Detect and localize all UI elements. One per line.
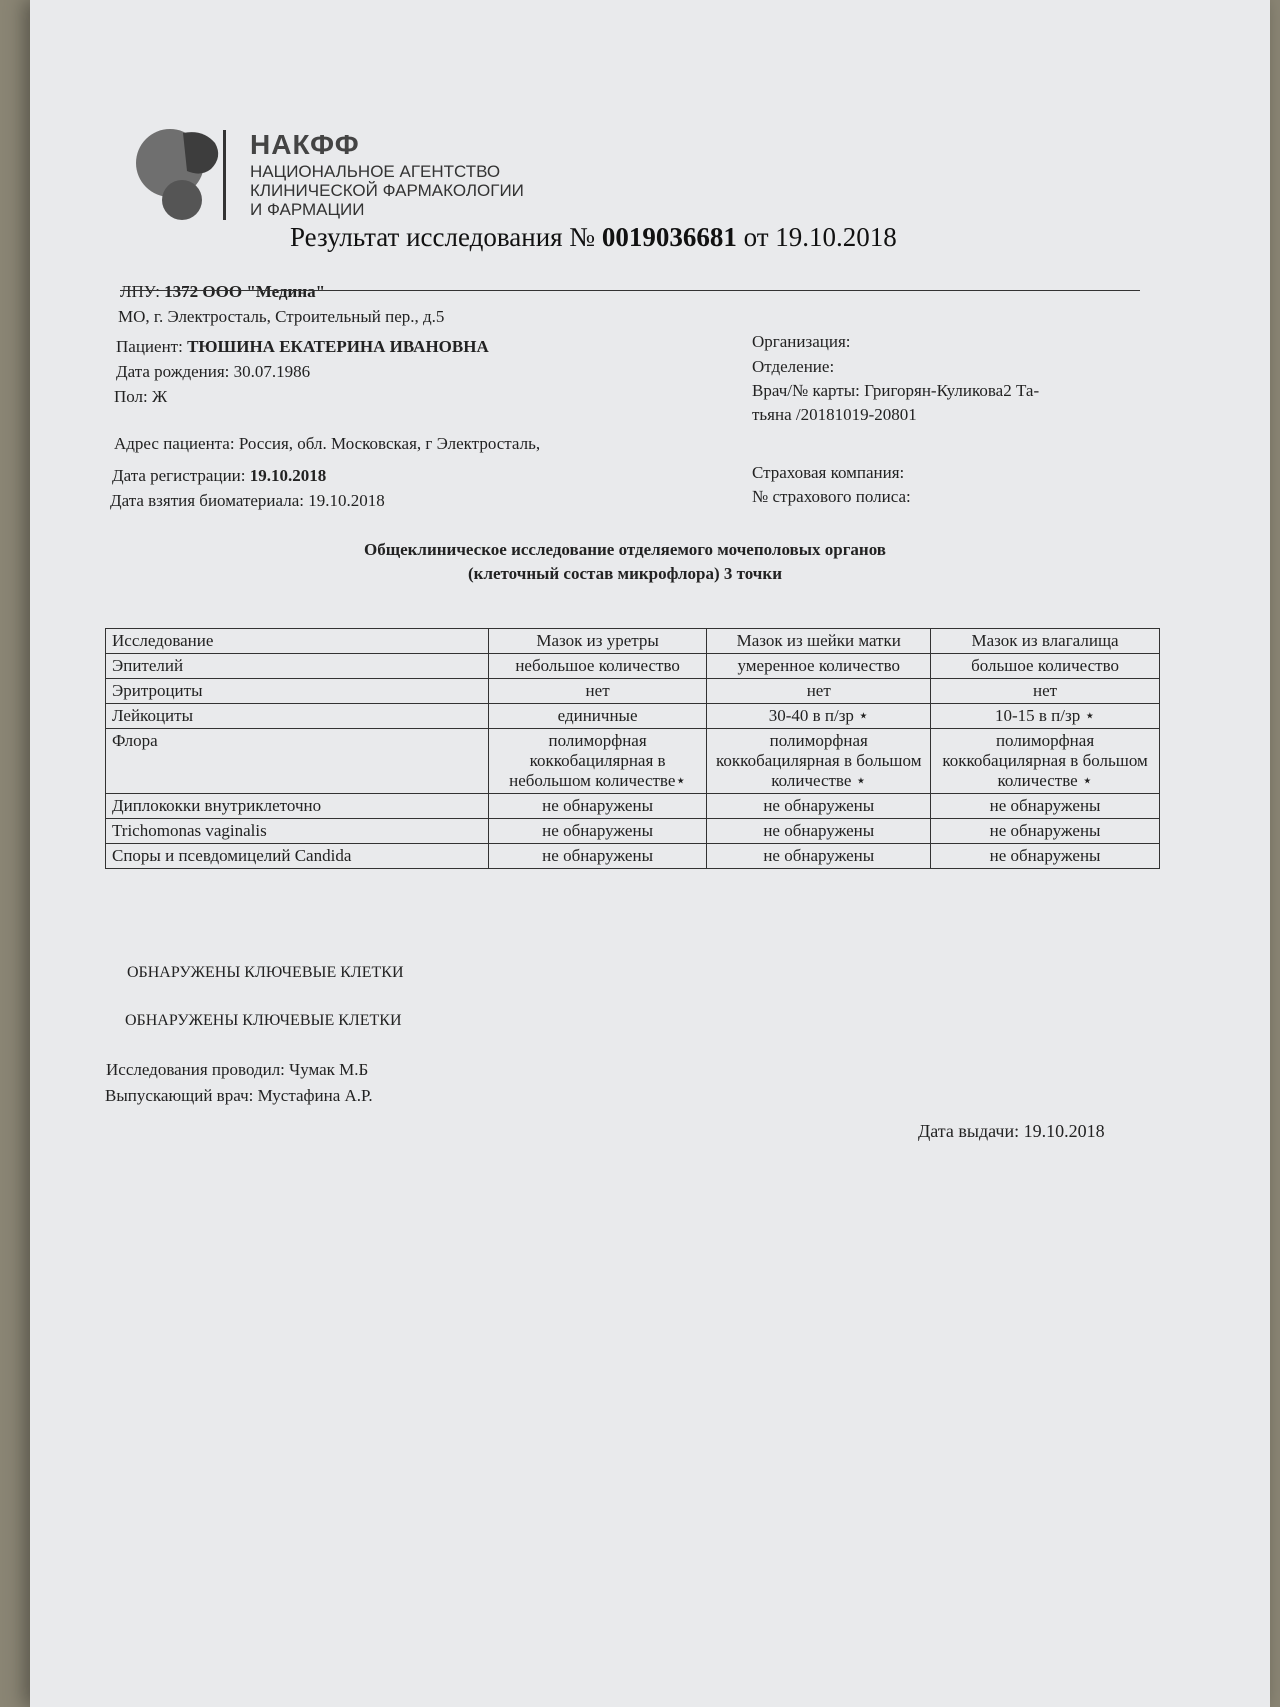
table-row bbox=[106, 704, 1160, 729]
note-key-cells-2: ОБНАРУЖЕНЫ КЛЮЧЕВЫЕ КЛЕТКИ bbox=[125, 1012, 402, 1029]
table-cell: не обнаружены bbox=[931, 794, 1160, 819]
patient-dob: Дата рождения: 30.07.1986 bbox=[116, 362, 311, 381]
issuing-doctor: Выпускающий врач: Мустафина А.Р. bbox=[105, 1086, 373, 1105]
results-table bbox=[105, 628, 1160, 869]
table-cell: не обнаружены bbox=[707, 844, 931, 869]
table-row bbox=[106, 844, 1160, 869]
table-cell: умеренное количество bbox=[707, 654, 931, 679]
table-cell: не обнаружены bbox=[488, 844, 707, 869]
department-label: Отделение: bbox=[752, 357, 835, 376]
title-prefix: Результат исследования № bbox=[290, 222, 602, 252]
patient-sex: Пол: Ж bbox=[114, 387, 168, 406]
doctor-card-line-2: тьяна /20181019-20801 bbox=[752, 405, 917, 424]
patient-address: Адрес пациента: Россия, обл. Московская, г Электросталь, bbox=[114, 434, 541, 453]
lpu-address: МО, г. Электросталь, Строительный пер., д.5 bbox=[118, 307, 445, 326]
row-label: Споры и псевдомицелий Candida bbox=[106, 844, 489, 869]
registration-date-line bbox=[112, 466, 326, 486]
logo-mark-icon bbox=[125, 125, 235, 225]
performed-by: Исследования проводил: Чумак М.Б bbox=[106, 1060, 369, 1079]
registration-label: Дата регистрации: bbox=[112, 466, 250, 485]
organization-logo bbox=[125, 125, 565, 235]
insurance-company-label: Страховая компания: bbox=[752, 463, 905, 482]
patient-name: ТЮШИНА ЕКАТЕРИНА ИВАНОВНА bbox=[187, 337, 489, 356]
lpu-label: ЛПУ: bbox=[120, 282, 165, 301]
registration-date: 19.10.2018 bbox=[249, 466, 327, 485]
doctor-card-line-1: Врач/№ карты: Григорян-Куликова2 Та- bbox=[752, 381, 1040, 400]
header-divider bbox=[120, 290, 1140, 291]
biomaterial-date: Дата взятия биоматериала: 19.10.2018 bbox=[110, 491, 385, 510]
row-label: Диплококки внутриклеточно bbox=[106, 794, 489, 819]
table-header-row bbox=[106, 629, 1160, 654]
table-cell: не обнаружены bbox=[488, 794, 707, 819]
logo-line-3: И ФАРМАЦИИ bbox=[250, 200, 365, 219]
table-cell: полиморфная коккобацилярная в небольшом количестве⋆ bbox=[488, 729, 707, 794]
table-cell: 10-15 в п/зр ⋆ bbox=[931, 704, 1160, 729]
table-cell: полиморфная коккобацилярная в большом количестве ⋆ bbox=[707, 729, 931, 794]
table-row bbox=[106, 794, 1160, 819]
table-cell: нет bbox=[931, 679, 1160, 704]
row-label: Эритроциты bbox=[106, 679, 489, 704]
column-header-cervix: Мазок из шейки матки bbox=[707, 629, 931, 654]
table-cell: не обнаружены bbox=[707, 819, 931, 844]
table-cell: большое количество bbox=[931, 654, 1160, 679]
lpu-line bbox=[120, 282, 325, 302]
organization-label: Организация: bbox=[752, 332, 851, 351]
table-row bbox=[106, 654, 1160, 679]
row-label: Эпителий bbox=[106, 654, 489, 679]
title-date: от 19.10.2018 bbox=[736, 222, 897, 252]
patient-line bbox=[116, 337, 489, 357]
insurance-policy-label: № страхового полиса: bbox=[752, 487, 911, 506]
table-cell: не обнаружены bbox=[488, 819, 707, 844]
row-label: Флора bbox=[106, 729, 489, 794]
table-row bbox=[106, 819, 1160, 844]
table-cell: 30-40 в п/зр ⋆ bbox=[707, 704, 931, 729]
column-header-study: Исследование bbox=[106, 629, 489, 654]
patient-label: Пациент: bbox=[116, 337, 188, 356]
logo-name: НАКФФ bbox=[250, 129, 360, 160]
table-cell: нет bbox=[488, 679, 707, 704]
table-row bbox=[106, 679, 1160, 704]
study-title-line-1: Общеклиническое исследование отделяемого мочеполовых органов bbox=[364, 540, 886, 559]
table-cell: не обнаружены bbox=[931, 819, 1160, 844]
lpu-value: 1372 ООО "Медина" bbox=[164, 282, 326, 301]
table-cell: не обнаружены bbox=[707, 794, 931, 819]
logo-line-1: НАЦИОНАЛЬНОЕ АГЕНТСТВО bbox=[250, 162, 501, 181]
column-header-urethra: Мазок из уретры bbox=[488, 629, 707, 654]
column-header-vagina: Мазок из влагалища bbox=[931, 629, 1160, 654]
table-cell: полиморфная коккобацилярная в большом количестве ⋆ bbox=[931, 729, 1160, 794]
document-title bbox=[290, 222, 897, 253]
table-row bbox=[106, 729, 1160, 794]
logo-line-2: КЛИНИЧЕСКОЙ ФАРМАКОЛОГИИ bbox=[250, 181, 524, 200]
result-number: 0019036681 bbox=[601, 222, 737, 252]
issue-date: Дата выдачи: 19.10.2018 bbox=[918, 1121, 1105, 1141]
row-label: Trichomonas vaginalis bbox=[106, 819, 489, 844]
table-cell: не обнаружены bbox=[931, 844, 1160, 869]
row-label: Лейкоциты bbox=[106, 704, 489, 729]
note-key-cells-1: ОБНАРУЖЕНЫ КЛЮЧЕВЫЕ КЛЕТКИ bbox=[127, 964, 404, 981]
table-cell: небольшое количество bbox=[488, 654, 707, 679]
study-title-line-2: (клеточный состав микрофлора) 3 точки bbox=[468, 564, 782, 583]
table-cell: единичные bbox=[488, 704, 707, 729]
table-cell: нет bbox=[707, 679, 931, 704]
